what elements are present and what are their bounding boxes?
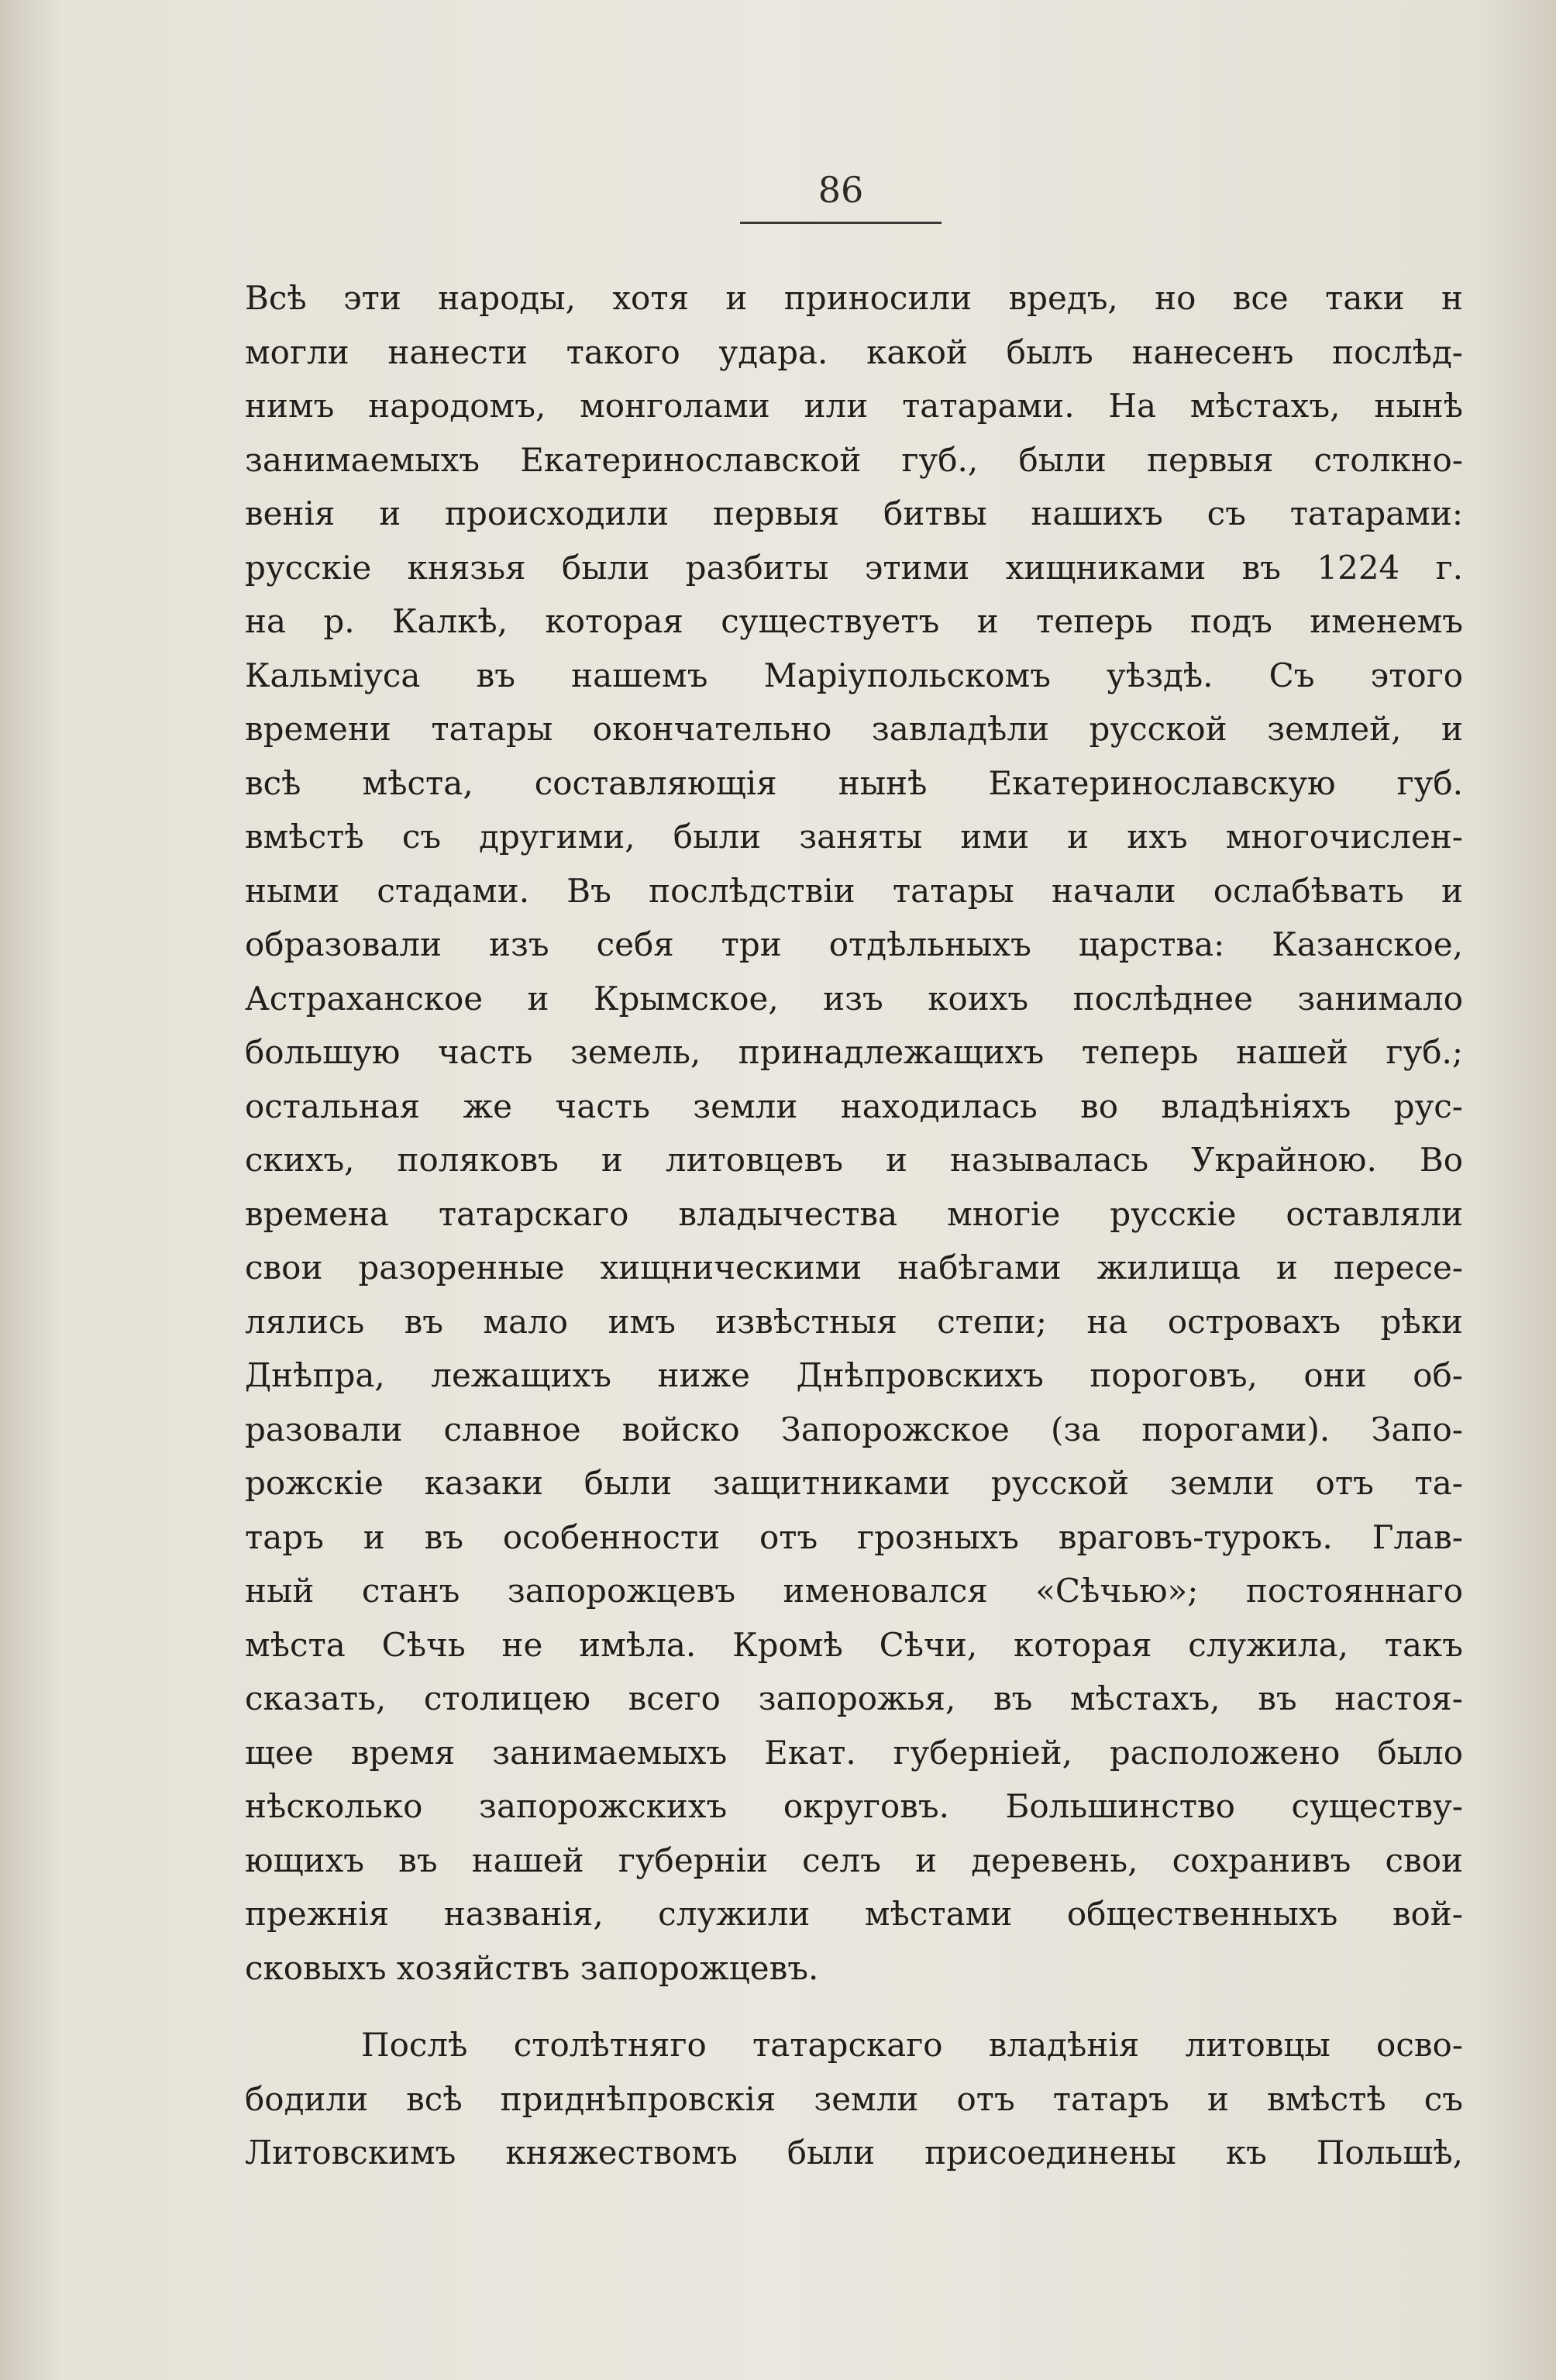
text-line: лялись въ мало имъ извѣстныя степи; на островахъ рѣки xyxy=(245,1302,1463,1341)
text-line: рожскіе казаки были защитниками русской земли отъ та- xyxy=(245,1464,1463,1502)
text-line: могли нанести такого удара. какой былъ нанесенъ послѣд- xyxy=(245,332,1463,371)
text-line: Всѣ эти народы, хотя и приносили вредъ, но все таки н xyxy=(245,279,1463,317)
text-line: Днѣпра, лежащихъ ниже Днѣпровскихъ пороговъ, они об- xyxy=(245,1356,1463,1394)
text-line: бодили всѣ приднѣпровскія земли отъ татаръ и вмѣстѣ съ xyxy=(245,2079,1463,2118)
text-line: вмѣстѣ съ другими, были заняты ими и ихъ многочислен- xyxy=(245,818,1463,856)
text-line: мѣста Сѣчь не имѣла. Кромѣ Сѣчи, которая служила, такъ xyxy=(245,1625,1463,1664)
paragraph-2 xyxy=(245,2018,1463,2180)
text-line: образовали изъ себя три отдѣльныхъ царства: Казанское, xyxy=(245,925,1463,963)
text-line: занимаемыхъ Екатеринославской губ., были первыя столкно- xyxy=(245,440,1463,479)
text-line: свои разоренные хищническими набѣгами жилища и пересе- xyxy=(245,1249,1463,1286)
text-line: ющихъ въ нашей губерніи селъ и деревень, сохранивъ свои xyxy=(245,1841,1463,1879)
text-line: разовали славное войско Запорожское (за порогами). Запо- xyxy=(245,1410,1463,1448)
text-line: времени татары окончательно завладѣли русской землей, и xyxy=(245,710,1463,748)
text-line: сковыхъ хозяйствъ запорожцевъ. xyxy=(245,1948,819,1987)
text-line: щее время занимаемыхъ Екат. губерніей, расположено было xyxy=(245,1733,1463,1772)
text-line: Астраханское и Крымское, изъ коихъ послѣднее занимало xyxy=(245,979,1463,1018)
text-line: прежнія названія, служили мѣстами общественныхъ вой- xyxy=(245,1895,1463,1933)
text-line: скихъ, поляковъ и литовцевъ и называлась Украйною. Во xyxy=(245,1141,1463,1179)
text-line: большую часть земель, принадлежащихъ теперь нашей губ.; xyxy=(245,1033,1463,1071)
text-line: ными стадами. Въ послѣдствіи татары начали ослабѣвать и xyxy=(245,871,1463,910)
text-line: времена татарскаго владычества многіе русскіе оставляли xyxy=(245,1194,1463,1233)
text-line: остальная же часть земли находилась во владѣніяхъ рус- xyxy=(245,1087,1463,1125)
text-line: сказать, столицею всего запорожья, въ мѣстахъ, въ настоя- xyxy=(245,1679,1463,1717)
text-line: нѣсколько запорожскихъ округовъ. Большинство существу- xyxy=(245,1787,1463,1825)
page-number: 86 xyxy=(818,169,864,211)
text-line: всѣ мѣста, составляющія нынѣ Екатеринославскую губ. xyxy=(245,763,1463,802)
page-number-rule xyxy=(740,222,942,224)
text-line: Кальміуса въ нашемъ Маріупольскомъ уѣздѣ. Съ этого xyxy=(245,656,1463,694)
text-line: ный станъ запорожцевъ именовался «Сѣчью»; постояннаго xyxy=(245,1572,1463,1610)
text-line: Послѣ столѣтняго татарскаго владѣнія литовцы осво- xyxy=(361,2026,1463,2064)
body-text xyxy=(245,271,1463,2180)
text-line: Литовскимъ княжествомъ были присоединены къ Польшѣ, xyxy=(245,2134,1463,2172)
text-line: таръ и въ особенности отъ грозныхъ враговъ-турокъ. Глав- xyxy=(245,1517,1463,1556)
paragraph-1 xyxy=(245,271,1463,1995)
text-line: на р. Калкѣ, которая существуетъ и теперь подъ именемъ xyxy=(245,602,1463,640)
text-line: венія и происходили первыя битвы нашихъ съ татарами: xyxy=(245,494,1463,532)
text-line: русскіе князья были разбиты этими хищниками въ 1224 г. xyxy=(245,548,1463,587)
paragraph-gap xyxy=(245,1995,1463,2018)
text-line: нимъ народомъ, монголами или татарами. На мѣстахъ, нынѣ xyxy=(245,387,1463,425)
